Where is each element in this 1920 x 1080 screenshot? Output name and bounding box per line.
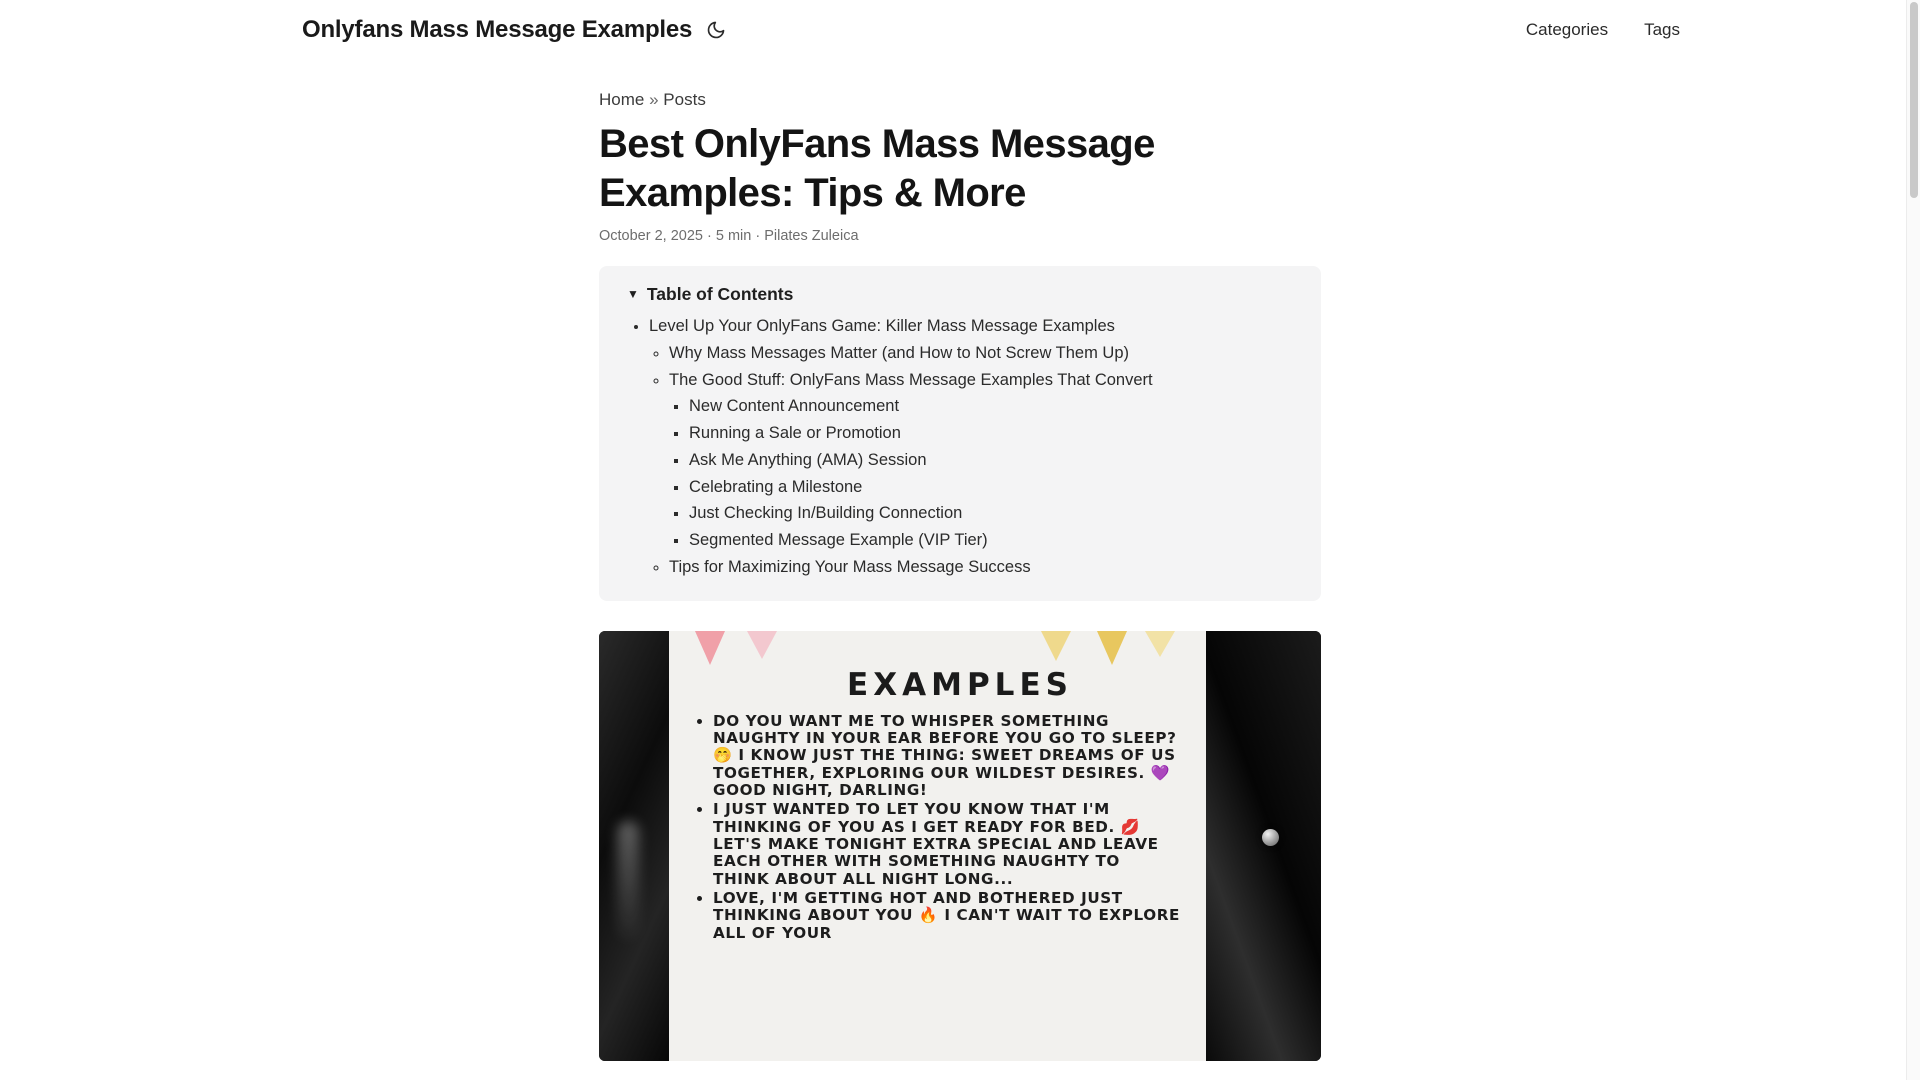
toc-link[interactable]: Level Up Your OnlyFans Game: Killer Mass Message Examples xyxy=(649,317,1115,336)
image-body-line: • LOVE, I'M GETTING HOT AND BOTHERED JUST THINKING ABOUT YOU 🔥 I CAN'T WAIT TO EXPLORE ALL OF YOUR xyxy=(713,890,1181,942)
toc-link[interactable]: The Good Stuff: OnlyFans Mass Message Examples That Convert xyxy=(669,370,1153,389)
toc-link[interactable]: Why Mass Messages Matter (and How to Not Screw Them Up) xyxy=(669,343,1130,362)
list-item xyxy=(689,422,1303,444)
list-item xyxy=(689,529,1303,551)
toc-link[interactable]: Segmented Message Example (VIP Tier) xyxy=(689,531,988,550)
brand xyxy=(302,16,726,44)
image-body-line: • DO YOU WANT ME TO WHISPER SOMETHING NAUGHTY IN YOUR EAR BEFORE YOU GO TO SLEEP? 🤭 I KNOW JUST THE THING: SWEET DREAMS OF US TOGETHER, EXPLORING OUR WILDEST DESIRES. 💜 GOOD NIGHT, DARLING! xyxy=(713,713,1181,800)
list-item xyxy=(669,556,1303,578)
toc-sublist xyxy=(649,342,1303,578)
list-item xyxy=(669,342,1303,364)
table-of-contents xyxy=(599,266,1321,601)
post-meta: October 2, 2025 · 5 min · Pilates Zuleica xyxy=(599,227,859,244)
image-headline: EXAMPLES xyxy=(847,666,1073,703)
moon-icon[interactable] xyxy=(706,20,726,40)
toc-link[interactable]: New Content Announcement xyxy=(689,397,900,416)
toc-link[interactable]: Just Checking In/Building Connection xyxy=(689,504,963,523)
breadcrumb xyxy=(599,90,1321,110)
bunting-flag xyxy=(1145,631,1175,657)
site-header xyxy=(0,0,1920,60)
breadcrumb-posts[interactable]: Posts xyxy=(663,90,706,109)
toc-subsublist xyxy=(669,395,1303,551)
page-title: Best OnlyFans Mass Message Examples: Tips & More xyxy=(599,122,1155,215)
toc-link[interactable]: Tips for Maximizing Your Mass Message Success xyxy=(669,557,1031,576)
list-item xyxy=(689,502,1303,524)
toc-toggle[interactable] xyxy=(617,280,1303,311)
toc-heading: Table of Contents xyxy=(646,283,794,304)
page-scrollbar[interactable] xyxy=(1906,0,1920,1080)
list-item xyxy=(669,369,1303,552)
list-item xyxy=(689,476,1303,498)
bunting-flag xyxy=(1041,631,1071,661)
featured-image xyxy=(599,631,1321,1061)
site-title[interactable]: Onlyfans Mass Message Examples xyxy=(302,16,693,43)
toc-list xyxy=(617,315,1303,578)
list-item xyxy=(689,449,1303,471)
nav-item-categories[interactable]: Categories xyxy=(1525,20,1609,39)
nav-item-tags[interactable]: Tags xyxy=(1644,20,1680,39)
scrollbar-thumb[interactable] xyxy=(1910,2,1918,198)
breadcrumb-separator: » xyxy=(649,90,659,109)
image-body-text xyxy=(699,713,1181,944)
triangle-down-icon: ▼ xyxy=(627,287,639,302)
breadcrumb-home[interactable]: Home xyxy=(599,90,645,109)
image-stud-detail xyxy=(1262,829,1279,846)
toc-link[interactable]: Running a Sale or Promotion xyxy=(689,424,901,443)
list-item xyxy=(649,315,1303,578)
bunting-flag xyxy=(747,631,777,659)
bunting-flag xyxy=(1097,631,1127,665)
list-item xyxy=(689,395,1303,417)
bunting-flag xyxy=(695,631,725,665)
toc-link[interactable]: Ask Me Anything (AMA) Session xyxy=(689,450,927,469)
image-body-line: • I JUST WANTED TO LET YOU KNOW THAT I'M THINKING OF YOU AS I GET READY FOR BED. 💋 LET'S MAKE TONIGHT EXTRA SPECIAL AND LEAVE EACH OTHER WITH SOMETHING NAUGHTY TO THINK ABOUT ALL NIGHT LONG... xyxy=(713,801,1181,888)
main-nav xyxy=(1526,20,1680,40)
toc-link[interactable]: Celebrating a Milestone xyxy=(689,477,863,496)
